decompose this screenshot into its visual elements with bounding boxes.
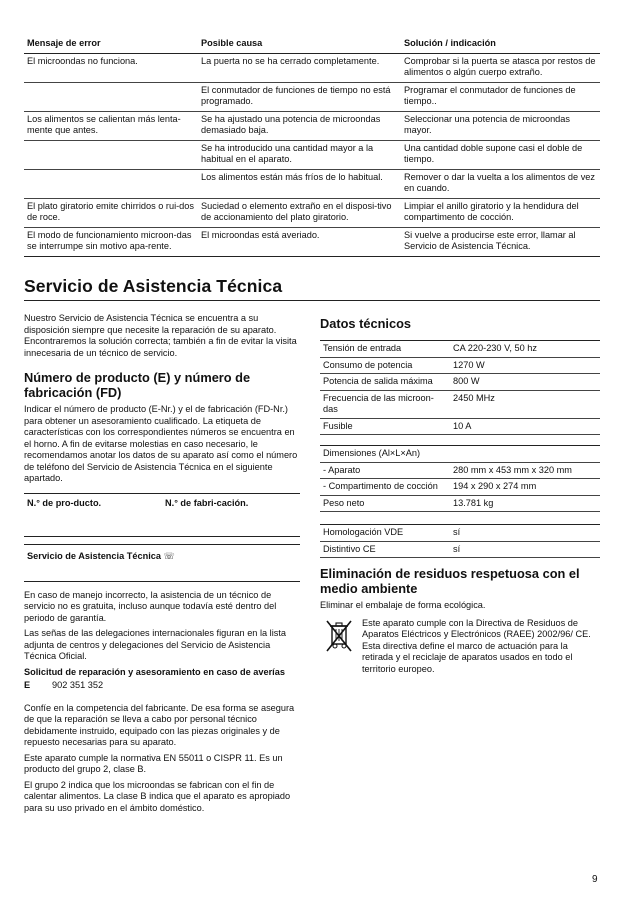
table-row bbox=[320, 446, 600, 463]
error-cell bbox=[24, 82, 198, 111]
error-cell: El microondas no funciona. bbox=[24, 53, 198, 82]
spec-value: 1270 W bbox=[450, 357, 600, 374]
spec-key: Peso neto bbox=[320, 495, 450, 512]
table-row bbox=[24, 227, 600, 256]
spec-key: Frecuencia de las microon-das bbox=[320, 390, 450, 418]
norm-text: Este aparato cumple la normativa EN 55011 o CISPR 11. Es un producto del grupo 2, clase B. bbox=[24, 752, 283, 774]
disposal-heading: Eliminación de residuos respetuosa con el medio ambiente bbox=[320, 566, 580, 596]
spec-value: sí bbox=[450, 541, 600, 558]
cause-cell: La puerta no se ha cerrado completamente. bbox=[198, 53, 401, 82]
error-cell: Los alimentos se calientan más lenta-mente que antes. bbox=[24, 111, 198, 140]
spec-key: - Aparato bbox=[320, 462, 450, 479]
error-cell bbox=[24, 169, 198, 198]
table-row bbox=[24, 53, 600, 82]
spec-value: 800 W bbox=[450, 374, 600, 391]
header-solution: Solución / indicación bbox=[401, 36, 600, 53]
country-code: E bbox=[24, 680, 31, 690]
spec-value: sí bbox=[450, 525, 600, 542]
cause-cell: Suciedad o elemento extraño en el disposi-tivo de accionamiento del plato giratorio. bbox=[198, 198, 401, 227]
spec-key: Fusible bbox=[320, 418, 450, 435]
spec-key: Tensión de entrada bbox=[320, 341, 450, 358]
table-row bbox=[320, 462, 600, 479]
table-row bbox=[320, 541, 600, 558]
solution-cell: Remover o dar la vuelta a los alimentos de vez en cuando. bbox=[401, 169, 600, 198]
misuse-text: En caso de manejo incorrecto, la asistencia de un técnico de servicio no es gratuita, incluso aunque todavía esté dentro del periodo de garantía. bbox=[24, 589, 277, 623]
spec-key: Consumo de potencia bbox=[320, 357, 450, 374]
solution-cell: Si vuelve a producirse este error, llamar al Servicio de Asistencia Técnica. bbox=[401, 227, 600, 256]
spec-value: 13.781 kg bbox=[450, 495, 600, 512]
spec-key: Distintivo CE bbox=[320, 541, 450, 558]
packaging-text: Eliminar el embalaje de forma ecológica. bbox=[320, 600, 486, 610]
table-row bbox=[24, 169, 600, 198]
cause-cell: Los alimentos están más fríos de lo habitual. bbox=[198, 169, 401, 198]
solution-cell: Seleccionar una potencia de microondas mayor. bbox=[401, 111, 600, 140]
tech-data-table-dimensions bbox=[320, 445, 600, 512]
product-number-text: Indicar el número de producto (E-Nr.) y el de fabricación (FD-Nr.) para obtener un asesoramiento cualificado. La etiqueta de características con los correspondientes números se encuentra en el horno. A fin de evitarse molestias en caso necesario, le recomendamos anotar los datos de su aparato así como el número de teléfono del Servicio de Asistencia Técnica en el siguiente apartado. bbox=[24, 404, 298, 483]
service-phone-row bbox=[24, 680, 300, 692]
service-phone-box bbox=[24, 544, 300, 582]
error-table bbox=[24, 36, 600, 257]
product-number-box bbox=[24, 493, 300, 537]
solution-cell: Limpiar el anillo giratorio y la hendidura del compartimento de cocción. bbox=[401, 198, 600, 227]
solution-cell: Una cantidad doble supone casi el doble de tiempo. bbox=[401, 140, 600, 169]
table-row bbox=[320, 341, 600, 358]
crossed-bin-icon bbox=[324, 618, 354, 654]
tech-data-table-certification bbox=[320, 524, 600, 558]
table-row bbox=[24, 111, 600, 140]
delegations-text: Las señas de las delegaciones internacionales figuran en la lista adjunta de centros y delegaciones del Servicio de Asistencia Técnica Oficial. bbox=[24, 628, 287, 661]
phone-icon: ☏ bbox=[163, 550, 176, 561]
service-intro: Nuestro Servicio de Asistencia Técnica se encuentra a su disposición siempre que necesite la reparación de su aparato. Encontraremos la solución correcta; también a fin de evitar la visita innecesaria de un técnico de servicio. bbox=[24, 313, 297, 358]
spec-key: - Compartimento de cocción bbox=[320, 479, 450, 496]
error-cell bbox=[24, 140, 198, 169]
repair-request-label: Solicitud de reparación y asesoramiento en caso de averías bbox=[24, 666, 285, 677]
cause-cell: Se ha ajustado una potencia de microondas demasiado baja. bbox=[198, 111, 401, 140]
table-row bbox=[320, 525, 600, 542]
service-phone-number: 902 351 352 bbox=[52, 680, 104, 690]
spec-value: 280 mm x 453 mm x 320 mm bbox=[450, 462, 600, 479]
tech-data-heading: Datos técnicos bbox=[320, 316, 412, 331]
trust-text: Confíe en la competencia del fabricante. De esa forma se asegura de que la reparación se lleva a cabo por personal técnico debidamente instruido, equipado con las piezas originales y de repuesto necesarias para su aparato. bbox=[24, 702, 295, 747]
spec-value: 2450 MHz bbox=[450, 390, 600, 418]
spec-key: Dimensiones (Al×L×An) bbox=[320, 446, 450, 463]
service-column bbox=[24, 313, 300, 818]
table-row bbox=[320, 479, 600, 496]
service-phone-label: Servicio de Asistencia Técnica bbox=[27, 550, 161, 561]
table-row bbox=[320, 495, 600, 512]
header-possible-cause: Posible causa bbox=[198, 36, 401, 53]
spec-value: CA 220-230 V, 50 hz bbox=[450, 341, 600, 358]
product-number-heading: Número de producto (E) y número de fabricación (FD) bbox=[24, 370, 251, 400]
error-cell: El plato giratorio emite chirridos o rui-dos de roce. bbox=[24, 198, 198, 227]
spec-key: Potencia de salida máxima bbox=[320, 374, 450, 391]
solution-cell: Comprobar si la puerta se atasca por restos de alimentos o algún cuerpo extraño. bbox=[401, 53, 600, 82]
product-number-label: N.° de pro-ducto. bbox=[27, 497, 102, 508]
table-row bbox=[320, 390, 600, 418]
error-table-header bbox=[24, 36, 600, 53]
error-cell: El modo de funcionamiento microon-das se interrumpe sin motivo apa-rente. bbox=[24, 227, 198, 256]
tech-data-table-power bbox=[320, 340, 600, 435]
section-divider bbox=[24, 300, 600, 301]
table-row bbox=[24, 82, 600, 111]
serial-number-label: N.° de fabri-cación. bbox=[165, 497, 249, 508]
group-class-text: El grupo 2 indica que los microondas se fabrican con el fin de calentar alimentos. La clase B indica que el aparato es apropiado para su uso privado en el ámbito doméstico. bbox=[24, 779, 291, 813]
technical-column bbox=[320, 313, 600, 675]
solution-cell: Programar el conmutador de funciones de tiempo.. bbox=[401, 82, 600, 111]
spec-value: 194 x 290 x 274 mm bbox=[450, 479, 600, 496]
service-section-title: Servicio de Asistencia Técnica bbox=[24, 276, 283, 296]
table-row bbox=[320, 374, 600, 391]
spec-value: 10 A bbox=[450, 418, 600, 435]
weee-text: Este aparato cumple con la Directiva de Residuos de Aparatos Eléctricos y Electrónicos (RAEE) 2002/96/ CE. Esta directiva define el marco de actuación para la retirada y el reciclaje de aparatos usados en todo el territorio europeo. bbox=[362, 617, 591, 674]
cause-cell: Se ha introducido una cantidad mayor a la habitual en el aparato. bbox=[198, 140, 401, 169]
header-error-message: Mensaje de error bbox=[24, 36, 198, 53]
cause-cell: El microondas está averiado. bbox=[198, 227, 401, 256]
weee-notice bbox=[320, 618, 600, 676]
cause-cell: El conmutador de funciones de tiempo no está programado. bbox=[198, 82, 401, 111]
spec-value bbox=[450, 446, 600, 463]
spec-key: Homologación VDE bbox=[320, 525, 450, 542]
table-row bbox=[24, 198, 600, 227]
table-row bbox=[320, 357, 600, 374]
table-row bbox=[320, 418, 600, 435]
table-row bbox=[24, 140, 600, 169]
page-number: 9 bbox=[592, 874, 598, 885]
